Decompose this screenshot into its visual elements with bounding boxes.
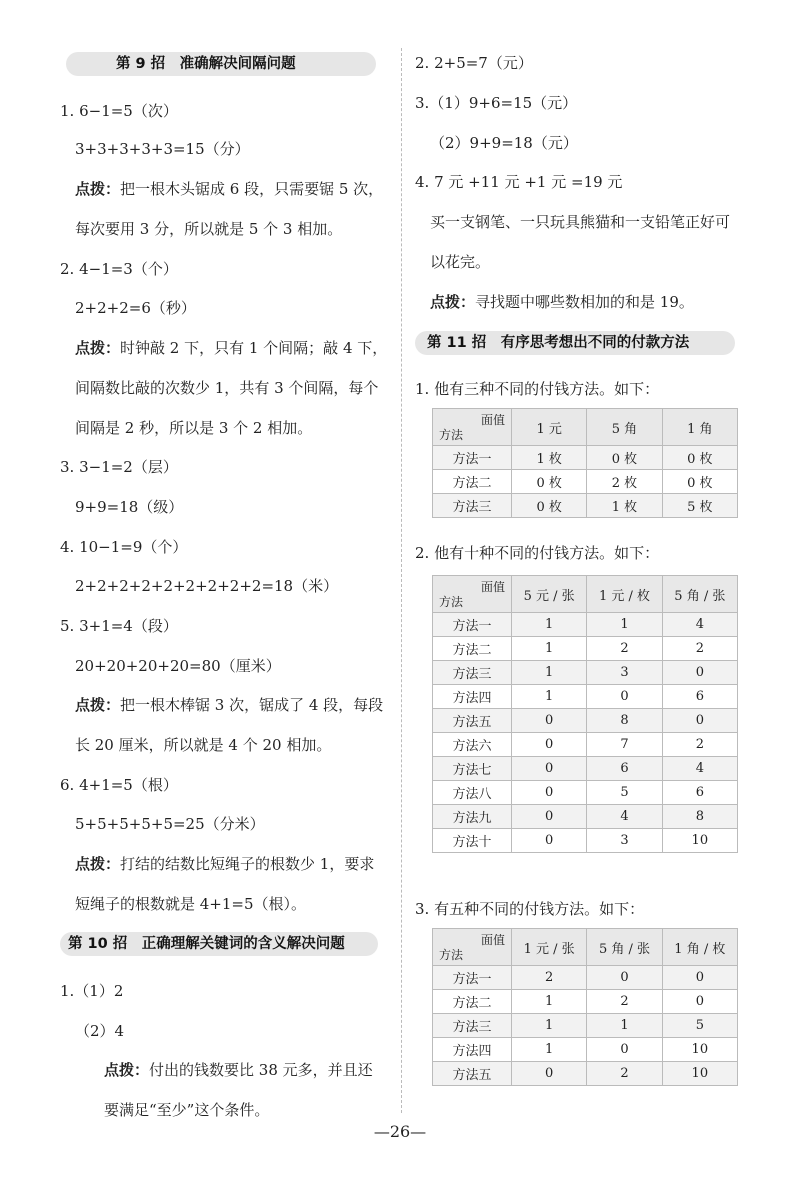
hint-line [104, 1059, 373, 1080]
hint-line [75, 694, 383, 715]
table-row: 方法三 1 1 5 [433, 1014, 738, 1038]
answer-line: 5+5+5+5+5=25（分米） [75, 815, 265, 833]
hint-label: 点拨： [104, 1061, 150, 1079]
table-row: 方法八 0 5 6 [433, 781, 738, 805]
hint-label: 点拨： [75, 696, 121, 714]
answer-line: 1. 6−1=5（次） [60, 102, 178, 120]
hint-text: 打结的结数比短绳子的根数少 1，要求 [120, 855, 375, 873]
table-row: 方法四 1 0 6 [433, 685, 738, 709]
table-row: 方法九 0 4 8 [433, 805, 738, 829]
hint-line [75, 178, 383, 199]
answer-line: 2. 4−1=3（个） [60, 260, 178, 278]
answer-line: 2+2+2=6（秒） [75, 299, 196, 317]
answer-line: 2. 2+5=7（元） [415, 54, 533, 72]
hint-line: 每次要用 3 分，所以就是 5 个 3 相加。 [75, 220, 343, 238]
hint-line [430, 291, 694, 312]
answer-line: （2）9+9=18（元） [430, 134, 578, 152]
col-header: 5 角 / 张 [587, 929, 662, 966]
hint-line: 短绳子的根数就是 4+1=5（根）。 [75, 895, 307, 913]
answer-line: 4. 7 元 +11 元 +1 元 =19 元 [415, 173, 623, 191]
answer-line: 3.（1）9+6=15（元） [415, 94, 578, 112]
table-row: 方法一 1 1 4 [433, 613, 738, 637]
table-row: 方法七 0 6 4 [433, 757, 738, 781]
col-header: 5 角 / 张 [662, 576, 737, 613]
hint-line [75, 337, 387, 358]
question-line: 3. 有五种不同的付钱方法。如下： [415, 900, 645, 918]
col-header: 1 角 / 枚 [662, 929, 737, 966]
table-row: 方法二 1 2 2 [433, 637, 738, 661]
hint-label: 点拨： [430, 293, 476, 311]
table-row: 方法三 1 3 0 [433, 661, 738, 685]
hint-line [75, 853, 374, 874]
hint-line: 要满足“至少”这个条件。 [104, 1101, 270, 1119]
answer-line: 3. 3−1=2（层） [60, 458, 178, 476]
table-row: 方法二 1 2 0 [433, 990, 738, 1014]
column-divider [401, 48, 402, 1113]
hint-line: 间隔是 2 秒，所以是 3 个 2 相加。 [75, 419, 313, 437]
col-header: 5 元 / 张 [512, 576, 587, 613]
table-row: 方法一 2 0 0 [433, 966, 738, 990]
col-header: 1 元 / 张 [512, 929, 587, 966]
page-number: —26— [373, 1122, 427, 1141]
table-row: 方法六 0 7 2 [433, 733, 738, 757]
hint-text: 寻找题中哪些数相加的和是 19。 [475, 293, 694, 311]
answer-line: 1.（1）2 [60, 982, 124, 1000]
table-1 [432, 408, 738, 518]
table-2 [432, 575, 738, 853]
table-row: 方法三 0 枚 1 枚 5 枚 [433, 494, 738, 518]
hint-text: 付出的钱数要比 38 元多，并且还 [149, 1061, 373, 1079]
answer-line: 2+2+2+2+2+2+2+2+2=18（米） [75, 577, 339, 595]
hint-label: 点拨： [75, 339, 121, 357]
table-row: 方法五 0 2 10 [433, 1062, 738, 1086]
question-line: 2. 他有十种不同的付钱方法。如下： [415, 544, 660, 562]
hint-text: 把一根木棒锯 3 次，锯成了 4 段，每段 [120, 696, 384, 714]
section-10-header: 第 10 招 正确理解关键词的含义解决问题 [60, 932, 378, 956]
hint-text: 把一根木头锯成 6 段，只需要锯 5 次， [120, 180, 384, 198]
section-11-header: 第 11 招 有序思考想出不同的付款方法 [415, 331, 735, 355]
table-corner: 面值 方法 [433, 409, 512, 446]
hint-line: 间隔数比敲的次数少 1，共有 3 个间隔，每个 [75, 379, 379, 397]
answer-line: 20+20+20+20=80（厘米） [75, 657, 281, 675]
col-header: 1 元 [512, 409, 587, 446]
col-header: 1 元 / 枚 [587, 576, 662, 613]
table-row: 方法二 0 枚 2 枚 0 枚 [433, 470, 738, 494]
col-header: 5 角 [587, 409, 662, 446]
answer-line: 5. 3+1=4（段） [60, 617, 178, 635]
col-header: 1 角 [662, 409, 737, 446]
answer-line: 买一支钢笔、一只玩具熊猫和一支铅笔正好可 [430, 213, 731, 231]
table-row: 方法十 0 3 10 [433, 829, 738, 853]
hint-label: 点拨： [75, 855, 121, 873]
answer-line: 6. 4+1=5（根） [60, 776, 178, 794]
section-9-header: 第 9 招 准确解决间隔问题 [66, 52, 376, 76]
answer-line: 9+9=18（级） [75, 498, 184, 516]
answer-line: （2）4 [75, 1022, 125, 1040]
table-corner: 面值 方法 [433, 929, 512, 966]
hint-label: 点拨： [75, 180, 121, 198]
question-line: 1. 他有三种不同的付钱方法。如下： [415, 380, 660, 398]
table-corner: 面值 方法 [433, 576, 512, 613]
table-row: 方法四 1 0 10 [433, 1038, 738, 1062]
table-row: 方法五 0 8 0 [433, 709, 738, 733]
answer-line: 以花完。 [430, 253, 491, 271]
hint-text: 时钟敲 2 下，只有 1 个间隔；敲 4 下， [120, 339, 388, 357]
table-3 [432, 928, 738, 1086]
table-row: 方法一 1 枚 0 枚 0 枚 [433, 446, 738, 470]
answer-line: 4. 10−1=9（个） [60, 538, 188, 556]
answer-line: 3+3+3+3+3=15（分） [75, 140, 250, 158]
hint-line: 长 20 厘米，所以就是 4 个 20 相加。 [75, 736, 332, 754]
